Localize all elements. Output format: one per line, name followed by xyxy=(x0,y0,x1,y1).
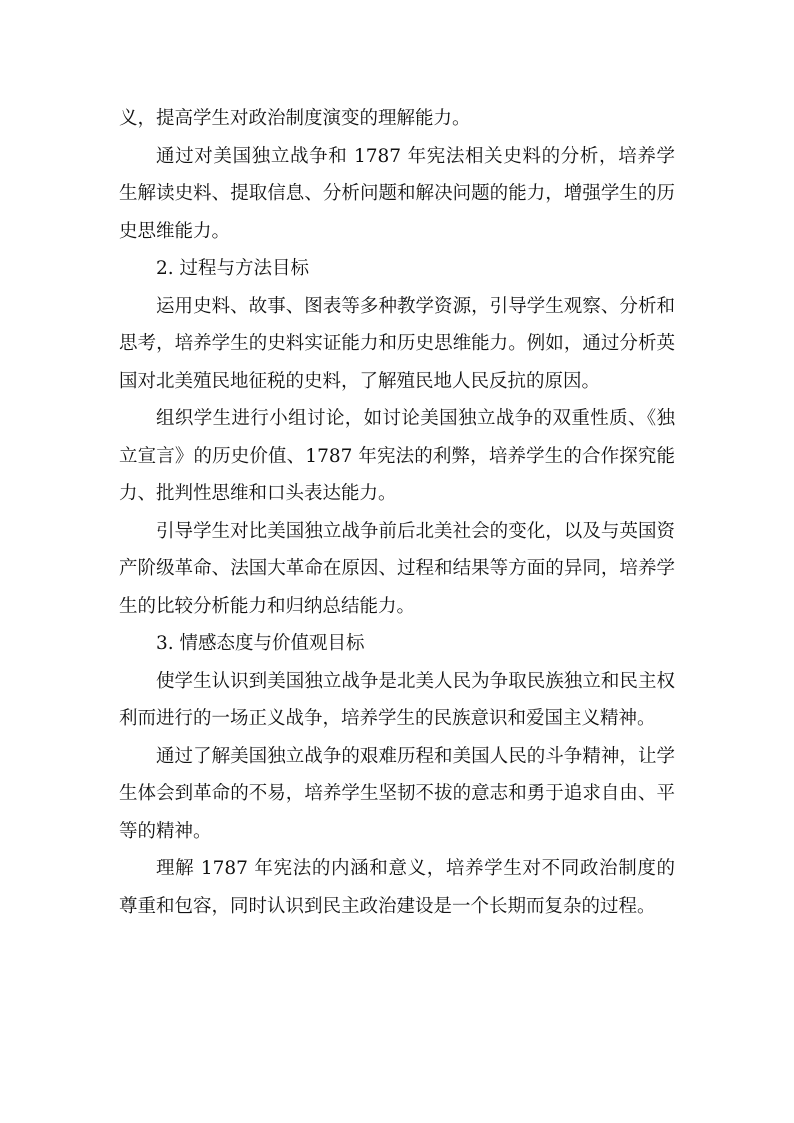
section-heading-values: 3. 情感态度与价值观目标 xyxy=(156,633,365,654)
paragraph-teaching-resources: 运用史料、故事、图表等多种教学资源，引导学生观察、分析和思考，培养学生的史料实证能力和历史思维能力。例如，通过分析英国对北美殖民地征税的史料，了解殖民地人民反抗的原因。 xyxy=(119,295,675,392)
section-heading-process-methods: 2. 过程与方法目标 xyxy=(156,258,310,279)
paragraph-comparison: 引导学生对比美国独立战争前后北美社会的变化，以及与英国资产阶级革命、法国大革命在原因、过程和结果等方面的异同，培养学生的比较分析能力和归纳总结能力。 xyxy=(119,520,675,617)
paragraph-historical-analysis: 通过对美国独立战争和 1787 年宪法相关史料的分析，培养学生解读史料、提取信息、分析问题和解决问题的能力，增强学生的历史思维能力。 xyxy=(119,145,675,242)
document-body xyxy=(119,100,675,925)
paragraph-continuation: 义，提高学生对政治制度演变的理解能力。 xyxy=(119,108,471,129)
paragraph-constitution: 理解 1787 年宪法的内涵和意义，培养学生对不同政治制度的尊重和包容，同时认识到民主政治建设是一个长期而复杂的过程。 xyxy=(119,858,675,917)
paragraph-struggle-spirit: 通过了解美国独立战争的艰难历程和美国人民的斗争精神，让学生体会到革命的不易，培养学生坚韧不拔的意志和勇于追求自由、平等的精神。 xyxy=(119,745,675,842)
paragraph-just-war: 使学生认识到美国独立战争是北美人民为争取民族独立和民主权利而进行的一场正义战争，培养学生的民族意识和爱国主义精神。 xyxy=(119,670,675,729)
paragraph-group-discussion: 组织学生进行小组讨论，如讨论美国独立战争的双重性质、《独立宣言》的历史价值、1787 年宪法的利弊，培养学生的合作探究能力、批判性思维和口头表达能力。 xyxy=(119,408,675,504)
